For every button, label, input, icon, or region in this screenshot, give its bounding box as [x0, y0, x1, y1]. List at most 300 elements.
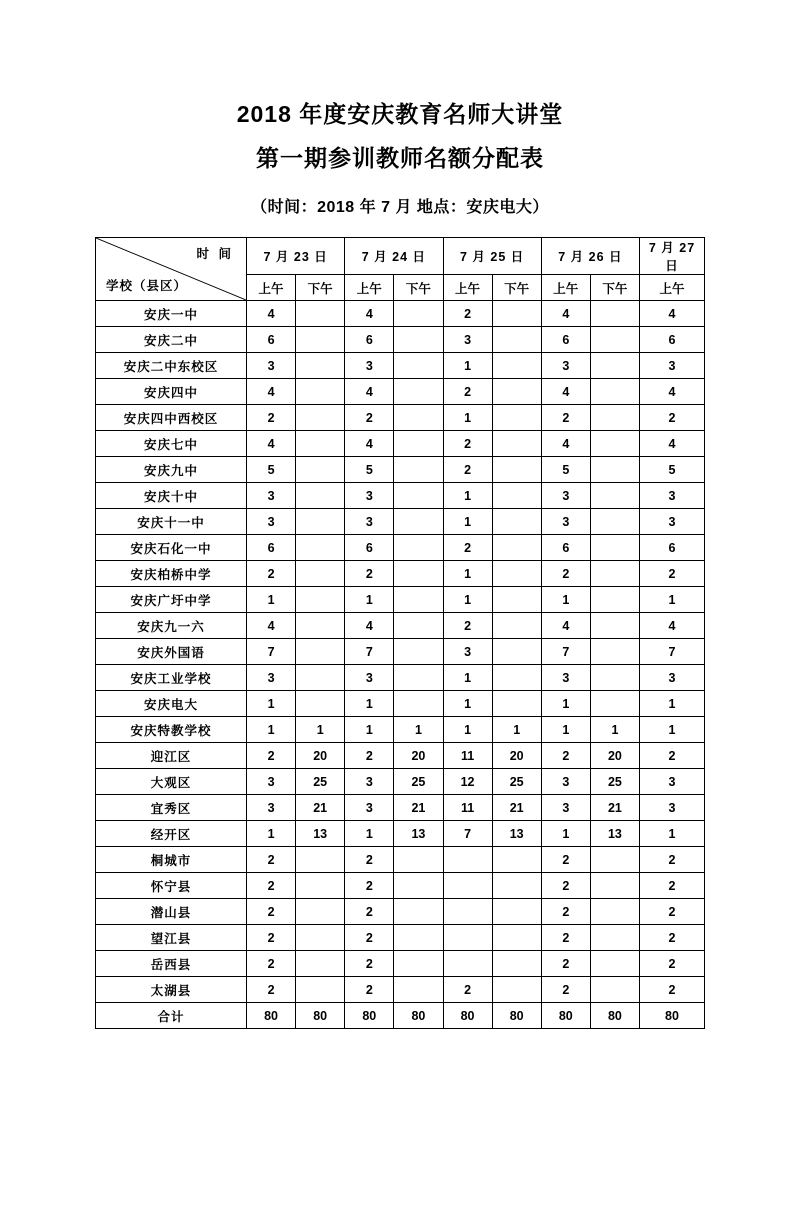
row-cell — [296, 431, 345, 457]
row-cell — [590, 925, 639, 951]
table-row — [96, 899, 705, 925]
row-cell: 3 — [443, 327, 492, 353]
session-header-3-pm: 下午 — [590, 275, 639, 301]
row-cell — [394, 951, 443, 977]
date-header-1: 7 月 24 日 — [345, 238, 443, 275]
total-cell: 80 — [345, 1003, 394, 1029]
row-cell — [590, 561, 639, 587]
total-cell: 80 — [541, 1003, 590, 1029]
row-cell: 3 — [541, 795, 590, 821]
row-cell: 1 — [443, 665, 492, 691]
date-header-2: 7 月 25 日 — [443, 238, 541, 275]
row-cell: 3 — [541, 483, 590, 509]
row-cell — [443, 847, 492, 873]
row-cell — [590, 483, 639, 509]
row-cell: 4 — [247, 613, 296, 639]
row-cell — [296, 587, 345, 613]
row-cell — [443, 873, 492, 899]
row-cell: 2 — [247, 847, 296, 873]
row-cell: 1 — [247, 691, 296, 717]
table-row — [96, 873, 705, 899]
row-cell: 2 — [247, 873, 296, 899]
table-header-row-dates — [96, 238, 705, 275]
row-cell — [590, 613, 639, 639]
row-cell — [296, 301, 345, 327]
row-cell: 1 — [296, 717, 345, 743]
row-cell: 4 — [541, 431, 590, 457]
row-cell: 12 — [443, 769, 492, 795]
row-cell: 2 — [247, 743, 296, 769]
row-cell: 5 — [541, 457, 590, 483]
row-cell: 6 — [345, 535, 394, 561]
row-cell — [492, 379, 541, 405]
row-school-name: 安庆柏桥中学 — [96, 561, 247, 587]
row-cell: 2 — [443, 977, 492, 1003]
date-header-0: 7 月 23 日 — [247, 238, 345, 275]
row-school-name: 安庆九中 — [96, 457, 247, 483]
row-cell: 1 — [345, 587, 394, 613]
row-cell: 7 — [541, 639, 590, 665]
page-title-line-2: 第一期参训教师名额分配表 — [256, 145, 544, 171]
row-cell: 1 — [247, 587, 296, 613]
row-cell: 1 — [345, 821, 394, 847]
row-cell — [590, 379, 639, 405]
row-cell: 1 — [640, 691, 705, 717]
table-row — [96, 847, 705, 873]
table-row — [96, 977, 705, 1003]
row-cell — [394, 483, 443, 509]
row-cell: 1 — [247, 717, 296, 743]
row-cell — [394, 509, 443, 535]
row-cell: 25 — [394, 769, 443, 795]
row-cell — [296, 873, 345, 899]
row-school-name: 安庆四中西校区 — [96, 405, 247, 431]
row-cell — [492, 691, 541, 717]
row-cell: 6 — [541, 327, 590, 353]
row-cell — [492, 951, 541, 977]
row-cell: 2 — [247, 925, 296, 951]
row-cell — [394, 691, 443, 717]
row-cell: 1 — [345, 691, 394, 717]
row-cell: 4 — [640, 431, 705, 457]
corner-school-label: 学校（县区） — [106, 279, 188, 293]
row-cell: 2 — [640, 925, 705, 951]
row-cell: 1 — [443, 561, 492, 587]
row-cell: 3 — [247, 353, 296, 379]
row-cell: 2 — [541, 743, 590, 769]
row-cell: 4 — [541, 301, 590, 327]
row-cell — [296, 665, 345, 691]
row-cell: 2 — [345, 743, 394, 769]
row-cell: 1 — [541, 691, 590, 717]
row-cell — [296, 535, 345, 561]
row-cell — [394, 847, 443, 873]
session-header-4-am: 上午 — [640, 275, 705, 301]
table-row — [96, 769, 705, 795]
row-cell: 2 — [640, 405, 705, 431]
row-school-name: 安庆石化一中 — [96, 535, 247, 561]
table-header — [96, 238, 705, 301]
row-cell: 2 — [541, 951, 590, 977]
row-cell — [492, 977, 541, 1003]
row-cell: 4 — [541, 379, 590, 405]
row-cell: 3 — [640, 509, 705, 535]
row-cell: 2 — [640, 743, 705, 769]
row-cell: 2 — [443, 379, 492, 405]
row-school-name: 安庆十中 — [96, 483, 247, 509]
row-cell: 1 — [394, 717, 443, 743]
row-cell: 25 — [590, 769, 639, 795]
row-cell — [492, 301, 541, 327]
row-cell: 3 — [345, 769, 394, 795]
row-cell: 2 — [443, 535, 492, 561]
row-cell — [394, 587, 443, 613]
row-cell: 20 — [296, 743, 345, 769]
row-cell: 2 — [345, 977, 394, 1003]
row-school-name: 望江县 — [96, 925, 247, 951]
table-row — [96, 951, 705, 977]
row-cell: 1 — [640, 587, 705, 613]
row-cell: 2 — [541, 873, 590, 899]
table-row — [96, 535, 705, 561]
row-cell: 4 — [247, 431, 296, 457]
row-cell: 6 — [541, 535, 590, 561]
session-header-1-am: 上午 — [345, 275, 394, 301]
row-cell: 3 — [640, 795, 705, 821]
total-cell: 80 — [296, 1003, 345, 1029]
row-cell — [296, 691, 345, 717]
total-cell: 80 — [640, 1003, 705, 1029]
row-cell — [394, 379, 443, 405]
row-cell — [296, 405, 345, 431]
row-cell: 2 — [345, 899, 394, 925]
row-cell: 21 — [590, 795, 639, 821]
row-cell: 4 — [541, 613, 590, 639]
row-school-name: 桐城市 — [96, 847, 247, 873]
row-cell: 2 — [247, 951, 296, 977]
row-cell: 3 — [345, 353, 394, 379]
total-cell: 80 — [443, 1003, 492, 1029]
row-cell — [394, 301, 443, 327]
row-cell — [394, 665, 443, 691]
row-cell — [590, 301, 639, 327]
row-cell: 3 — [640, 665, 705, 691]
row-school-name: 安庆工业学校 — [96, 665, 247, 691]
row-cell: 6 — [345, 327, 394, 353]
total-cell: 80 — [590, 1003, 639, 1029]
row-cell — [443, 925, 492, 951]
row-cell — [492, 535, 541, 561]
row-cell: 6 — [640, 327, 705, 353]
row-cell — [394, 353, 443, 379]
row-cell: 1 — [541, 821, 590, 847]
corner-time-label: 时 间 — [196, 247, 234, 261]
row-cell: 7 — [640, 639, 705, 665]
row-cell — [296, 847, 345, 873]
row-cell: 2 — [247, 899, 296, 925]
row-cell: 3 — [247, 483, 296, 509]
row-cell: 7 — [345, 639, 394, 665]
row-school-name: 迎江区 — [96, 743, 247, 769]
row-cell: 2 — [443, 301, 492, 327]
table-row — [96, 561, 705, 587]
table-row — [96, 639, 705, 665]
row-cell: 1 — [492, 717, 541, 743]
row-cell: 3 — [640, 483, 705, 509]
row-cell: 13 — [590, 821, 639, 847]
row-cell — [590, 509, 639, 535]
row-cell: 3 — [541, 665, 590, 691]
row-cell: 4 — [247, 379, 296, 405]
row-cell: 5 — [247, 457, 296, 483]
row-cell — [590, 327, 639, 353]
row-cell — [590, 431, 639, 457]
row-cell: 3 — [247, 795, 296, 821]
row-cell — [492, 639, 541, 665]
row-cell — [492, 873, 541, 899]
row-cell — [394, 899, 443, 925]
session-header-0-pm: 下午 — [296, 275, 345, 301]
row-cell: 2 — [345, 847, 394, 873]
row-cell — [492, 405, 541, 431]
row-cell — [296, 951, 345, 977]
row-cell: 1 — [590, 717, 639, 743]
allocation-table — [95, 237, 705, 1029]
row-cell — [492, 665, 541, 691]
row-cell — [590, 405, 639, 431]
row-cell — [394, 977, 443, 1003]
row-cell: 1 — [443, 353, 492, 379]
row-cell — [492, 925, 541, 951]
row-cell: 25 — [296, 769, 345, 795]
row-cell — [492, 353, 541, 379]
table-body — [96, 301, 705, 1029]
row-cell — [590, 899, 639, 925]
row-school-name: 安庆二中 — [96, 327, 247, 353]
table-total-row — [96, 1003, 705, 1029]
session-header-2-pm: 下午 — [492, 275, 541, 301]
row-cell: 4 — [247, 301, 296, 327]
row-cell: 21 — [394, 795, 443, 821]
row-cell: 3 — [640, 769, 705, 795]
row-school-name: 怀宁县 — [96, 873, 247, 899]
table-row — [96, 717, 705, 743]
total-cell: 80 — [492, 1003, 541, 1029]
row-cell: 3 — [345, 509, 394, 535]
session-header-1-pm: 下午 — [394, 275, 443, 301]
row-school-name: 安庆七中 — [96, 431, 247, 457]
row-cell: 2 — [640, 951, 705, 977]
row-cell — [394, 873, 443, 899]
row-cell: 1 — [443, 483, 492, 509]
row-cell: 20 — [394, 743, 443, 769]
row-cell: 2 — [247, 405, 296, 431]
total-label: 合计 — [96, 1003, 247, 1029]
row-cell: 13 — [492, 821, 541, 847]
row-cell: 2 — [247, 977, 296, 1003]
row-cell: 3 — [345, 665, 394, 691]
row-cell — [492, 847, 541, 873]
row-cell: 3 — [247, 665, 296, 691]
table-row — [96, 353, 705, 379]
document-page — [0, 92, 800, 1222]
row-cell — [296, 639, 345, 665]
row-cell: 1 — [443, 691, 492, 717]
row-cell — [590, 951, 639, 977]
table-row — [96, 665, 705, 691]
page-subtitle: （时间：2018 年 7 月 地点：安庆电大） — [251, 199, 549, 216]
table-row — [96, 405, 705, 431]
row-school-name: 安庆十一中 — [96, 509, 247, 535]
row-cell: 5 — [640, 457, 705, 483]
row-cell: 1 — [443, 587, 492, 613]
row-school-name: 潜山县 — [96, 899, 247, 925]
table-row — [96, 431, 705, 457]
table-row — [96, 613, 705, 639]
row-cell: 3 — [443, 639, 492, 665]
row-cell: 11 — [443, 743, 492, 769]
row-cell: 3 — [247, 769, 296, 795]
row-cell: 1 — [443, 509, 492, 535]
row-cell: 2 — [443, 613, 492, 639]
page-title-line-1: 2018 年度安庆教育名师大讲堂 — [236, 101, 564, 127]
row-cell — [296, 379, 345, 405]
row-cell: 1 — [345, 717, 394, 743]
session-header-0-am: 上午 — [247, 275, 296, 301]
row-cell: 6 — [640, 535, 705, 561]
row-cell: 20 — [590, 743, 639, 769]
row-school-name: 安庆二中东校区 — [96, 353, 247, 379]
row-cell: 2 — [345, 873, 394, 899]
row-cell — [492, 483, 541, 509]
row-school-name: 安庆电大 — [96, 691, 247, 717]
table-row — [96, 821, 705, 847]
row-cell: 2 — [640, 847, 705, 873]
row-cell: 1 — [443, 717, 492, 743]
row-cell: 2 — [541, 899, 590, 925]
row-cell: 1 — [247, 821, 296, 847]
row-school-name: 安庆外国语 — [96, 639, 247, 665]
row-cell — [590, 535, 639, 561]
row-cell: 2 — [443, 457, 492, 483]
row-cell: 4 — [640, 301, 705, 327]
row-cell — [492, 899, 541, 925]
row-cell: 4 — [345, 301, 394, 327]
session-header-3-am: 上午 — [541, 275, 590, 301]
date-header-4: 7 月 27 日 — [640, 238, 705, 275]
row-school-name: 安庆特教学校 — [96, 717, 247, 743]
row-cell: 2 — [541, 925, 590, 951]
row-cell — [394, 925, 443, 951]
row-cell: 2 — [247, 561, 296, 587]
row-cell — [590, 873, 639, 899]
row-cell — [296, 353, 345, 379]
row-cell: 3 — [541, 353, 590, 379]
row-cell: 3 — [541, 769, 590, 795]
row-cell — [590, 847, 639, 873]
row-cell — [296, 457, 345, 483]
row-cell: 3 — [345, 483, 394, 509]
row-cell — [590, 639, 639, 665]
row-cell: 6 — [247, 535, 296, 561]
row-school-name: 宜秀区 — [96, 795, 247, 821]
row-cell: 2 — [541, 977, 590, 1003]
row-cell — [590, 977, 639, 1003]
row-cell: 2 — [345, 561, 394, 587]
row-school-name: 岳西县 — [96, 951, 247, 977]
row-cell — [443, 899, 492, 925]
row-cell: 2 — [443, 431, 492, 457]
row-cell: 2 — [640, 561, 705, 587]
row-school-name: 安庆九一六 — [96, 613, 247, 639]
row-cell: 1 — [541, 587, 590, 613]
row-cell: 11 — [443, 795, 492, 821]
document-titles — [0, 92, 800, 217]
row-cell — [296, 899, 345, 925]
row-cell: 20 — [492, 743, 541, 769]
row-cell: 4 — [345, 379, 394, 405]
row-cell: 21 — [296, 795, 345, 821]
row-cell — [590, 691, 639, 717]
row-cell: 2 — [541, 847, 590, 873]
row-cell: 2 — [541, 405, 590, 431]
table-row — [96, 925, 705, 951]
date-header-3: 7 月 26 日 — [541, 238, 639, 275]
row-cell — [394, 535, 443, 561]
row-cell: 25 — [492, 769, 541, 795]
row-cell — [590, 587, 639, 613]
allocation-table-wrapper — [95, 237, 705, 1029]
table-row — [96, 795, 705, 821]
row-cell — [296, 561, 345, 587]
row-cell: 3 — [345, 795, 394, 821]
row-cell: 4 — [640, 379, 705, 405]
row-cell: 2 — [640, 873, 705, 899]
row-cell: 3 — [640, 353, 705, 379]
row-school-name: 经开区 — [96, 821, 247, 847]
row-cell: 7 — [443, 821, 492, 847]
table-row — [96, 509, 705, 535]
table-row — [96, 379, 705, 405]
row-cell — [296, 977, 345, 1003]
row-cell — [492, 327, 541, 353]
row-cell: 4 — [345, 431, 394, 457]
row-cell — [394, 431, 443, 457]
row-cell: 2 — [345, 951, 394, 977]
row-school-name: 安庆一中 — [96, 301, 247, 327]
row-cell: 21 — [492, 795, 541, 821]
row-cell — [296, 327, 345, 353]
table-row — [96, 327, 705, 353]
row-cell: 2 — [640, 899, 705, 925]
row-cell — [590, 665, 639, 691]
row-school-name: 安庆广圩中学 — [96, 587, 247, 613]
session-header-2-am: 上午 — [443, 275, 492, 301]
table-row — [96, 457, 705, 483]
row-cell — [443, 951, 492, 977]
row-cell: 2 — [640, 977, 705, 1003]
table-row — [96, 587, 705, 613]
total-cell: 80 — [394, 1003, 443, 1029]
row-cell — [394, 327, 443, 353]
row-cell: 2 — [541, 561, 590, 587]
row-cell — [394, 457, 443, 483]
row-cell: 5 — [345, 457, 394, 483]
row-school-name: 大观区 — [96, 769, 247, 795]
row-cell — [296, 509, 345, 535]
table-row — [96, 691, 705, 717]
row-cell — [296, 613, 345, 639]
